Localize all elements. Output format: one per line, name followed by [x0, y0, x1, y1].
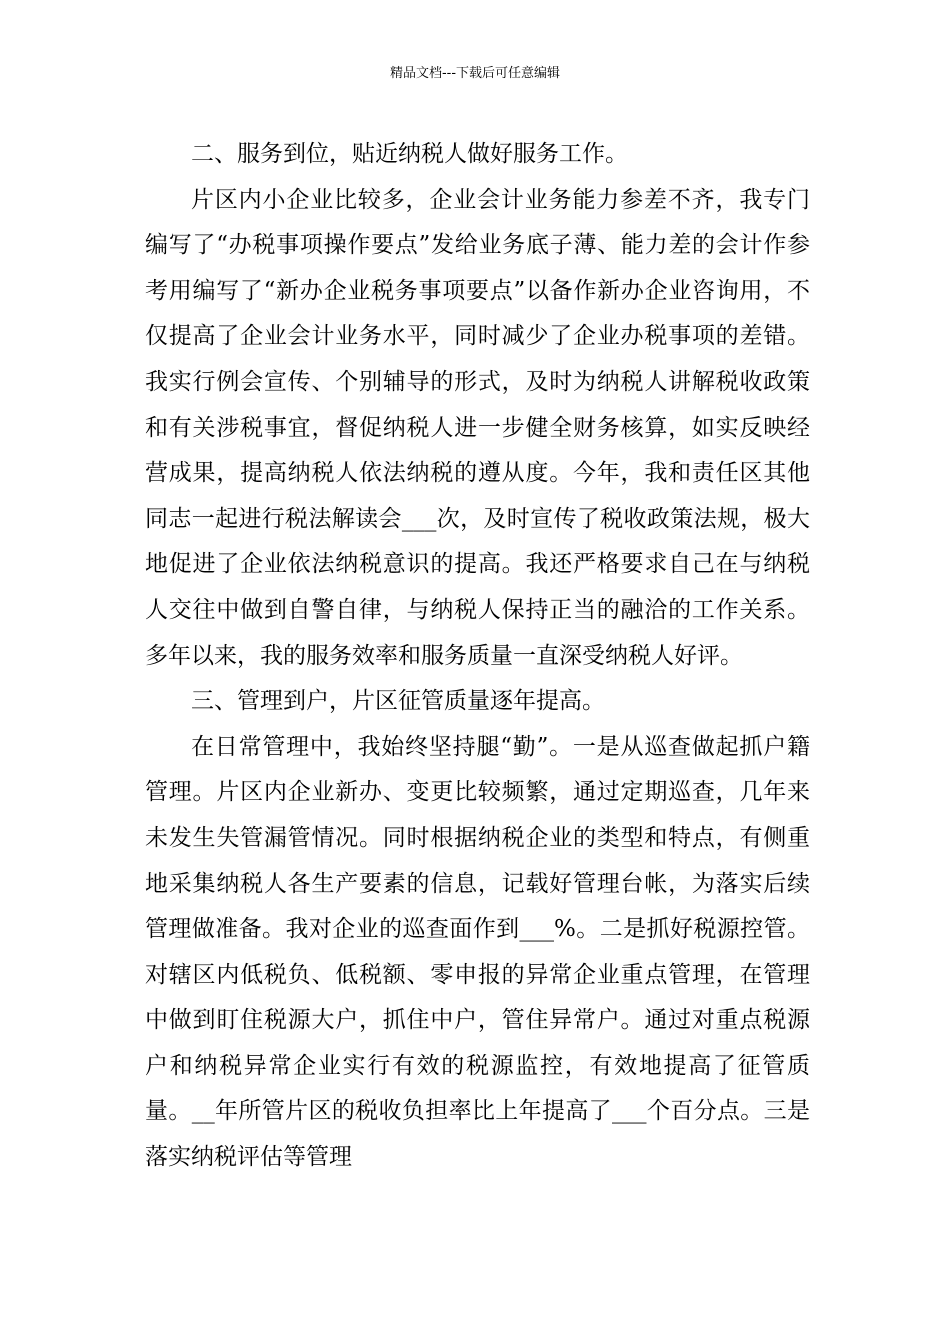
section-heading-management: 三、管理到户，片区征管质量逐年提高。 — [191, 688, 605, 715]
paragraph-management-details: 在日常管理中，我始终坚持腿“勤”。一是从巡查做起抓户籍管理。片区内企业新办、变更比较频繁，通过定期巡查，几年来未发生失管漏管情况。同时根据纳税企业的类型和特点，有侧重地采集纳税人各生产要素的信息，记载好管理台帐，为落实后续管理做准备。我对企业的巡查面作到___%。二是抓好税源控管。对辖区内低税负、低税额、零申报的异常企业重点管理，在管理中做到盯住税源大户，抓住中户，管住异常户。通过对重点税源户和纳税异常企业实行有效的税源监控，有效地提高了征管质量。__年所管片区的税收负担率比上年提高了___个百分点。三是落实纳税评估等管理 — [145, 733, 810, 1171]
page-header: 精品文档---下载后可任意编辑 — [389, 66, 561, 81]
paragraph-service-details: 片区内小企业比较多，企业会计业务能力参差不齐，我专门编写了“办税事项操作要点”发给业务底子薄、能力差的会计作参考用编写了“新办企业税务事项要点”以备作新办企业咨询用，不仅提高了企业会计业务水平，同时减少了企业办税事项的差错。我实行例会宣传、个别辅导的形式，及时为纳税人讲解税收政策和有关涉税事宜，督促纳税人进一步健全财务核算，如实反映经营成果，提高纳税人依法纳税的遵从度。今年，我和责任区其他同志一起进行税法解读会___次，及时宣传了税收政策法规，极大地促进了企业依法纳税意识的提高。我还严格要求自己在与纳税人交往中做到自警自律，与纳税人保持正当的融洽的工作关系。多年以来，我的服务效率和服务质量一直深受纳税人好评。 — [145, 186, 810, 669]
document-body — [145, 132, 810, 1181]
section-heading-service: 二、服务到位，贴近纳税人做好服务工作。 — [191, 141, 628, 167]
